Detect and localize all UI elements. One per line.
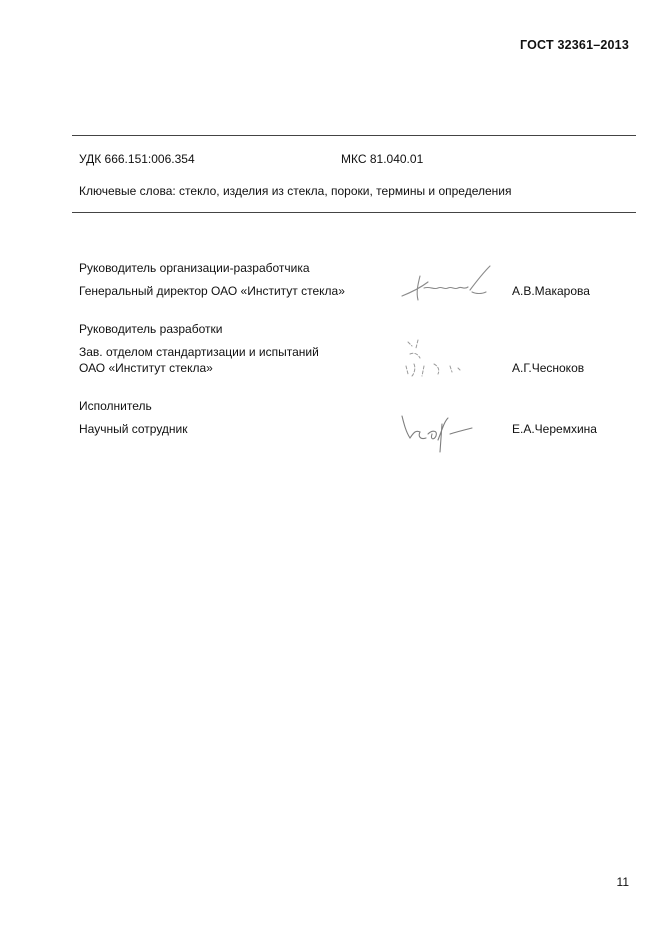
page-number: 11 (616, 875, 629, 889)
keywords: Ключевые слова: стекло, изделия из стекла, пороки, термины и определения (79, 184, 512, 198)
signature-chesnokov (400, 336, 472, 382)
document-code: ГОСТ 32361–2013 (520, 38, 629, 52)
signatory-role: Руководитель организации-разработчика (79, 261, 310, 275)
signatory-position: ОАО «Институт стекла» (79, 361, 213, 375)
signatory-position: Научный сотрудник (79, 422, 188, 436)
signatory-position: Зав. отделом стандартизации и испытаний (79, 345, 319, 359)
signatory-name: Е.А.Черемхина (512, 422, 597, 436)
top-rule (72, 135, 636, 136)
signatory-role: Руководитель разработки (79, 322, 223, 336)
signatory-name: А.В.Макарова (512, 284, 590, 298)
bottom-rule (72, 212, 636, 213)
signature-makarova (398, 262, 498, 306)
signatory-role: Исполнитель (79, 399, 152, 413)
mks-code: МКС 81.040.01 (341, 152, 424, 166)
udk-code: УДК 666.151:006.354 (79, 152, 195, 166)
signature-cheremkhina (398, 410, 478, 456)
signatory-name: А.Г.Чесноков (512, 361, 585, 375)
signatory-position: Генеральный директор ОАО «Институт стекла» (79, 284, 345, 298)
